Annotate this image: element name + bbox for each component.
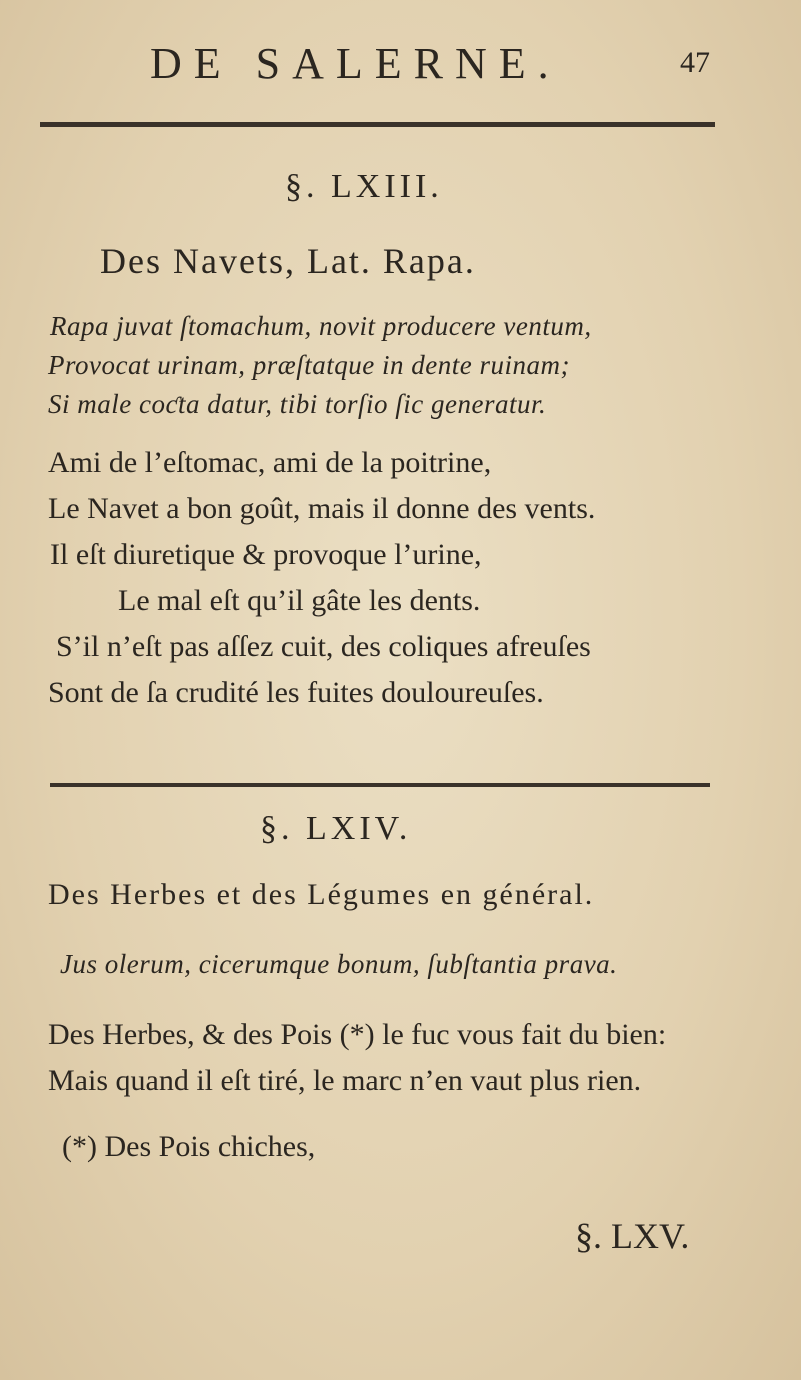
verse-line: S’il n’eſt pas aſſez cuit, des coliques afreuſes — [56, 630, 591, 663]
latin-verse — [48, 307, 592, 424]
latin-line: Rapa juvat ſtomachum, novit producere ventum, — [50, 311, 592, 341]
section-heading: Des Navets, Lat. Rapa. — [100, 241, 476, 281]
section-number: §. LXIV. — [260, 810, 412, 847]
page-number: 47 — [680, 46, 710, 79]
running-title: DE SALERNE. — [150, 39, 561, 88]
section-heading: Des Herbes et des Légumes en général. — [48, 878, 595, 911]
french-verse — [48, 440, 595, 716]
latin-line: Provocat urinam, præſtatque in dente ruinam; — [48, 350, 570, 380]
section-rule — [50, 783, 710, 787]
latin-line: Jus olerum, cicerumque bonum, ſubſtantia prava. — [60, 949, 618, 979]
verse-line: Le Navet a bon goût, mais il donne des vents. — [48, 492, 596, 525]
verse-line: Ami de l’eſtomac, ami de la poitrine, — [48, 446, 492, 479]
verse-line: Le mal eſt qu’il gâte les dents. — [118, 584, 481, 617]
header-rule — [40, 122, 715, 127]
running-header — [150, 38, 710, 98]
verse-line: Mais quand il eſt tiré, le marc n’en vaut plus rien. — [48, 1064, 642, 1097]
verse-line: Il eſt diuretique & provoque l’urine, — [50, 538, 482, 571]
catchword: §. LXV. — [575, 1216, 690, 1256]
footnote: (*) Des Pois chiches, — [62, 1130, 316, 1163]
verse-line: Des Herbes, & des Pois (*) le fuc vous fait du bien: — [48, 1018, 667, 1051]
french-verse — [48, 1012, 666, 1104]
verse-line: Sont de ſa crudité les fuites douloureuſes. — [48, 676, 544, 709]
latin-line: Si male coƈta datur, tibi torſio ſic generatur. — [48, 389, 547, 419]
latin-verse — [60, 945, 617, 984]
section-number: §. LXIII. — [285, 168, 443, 205]
